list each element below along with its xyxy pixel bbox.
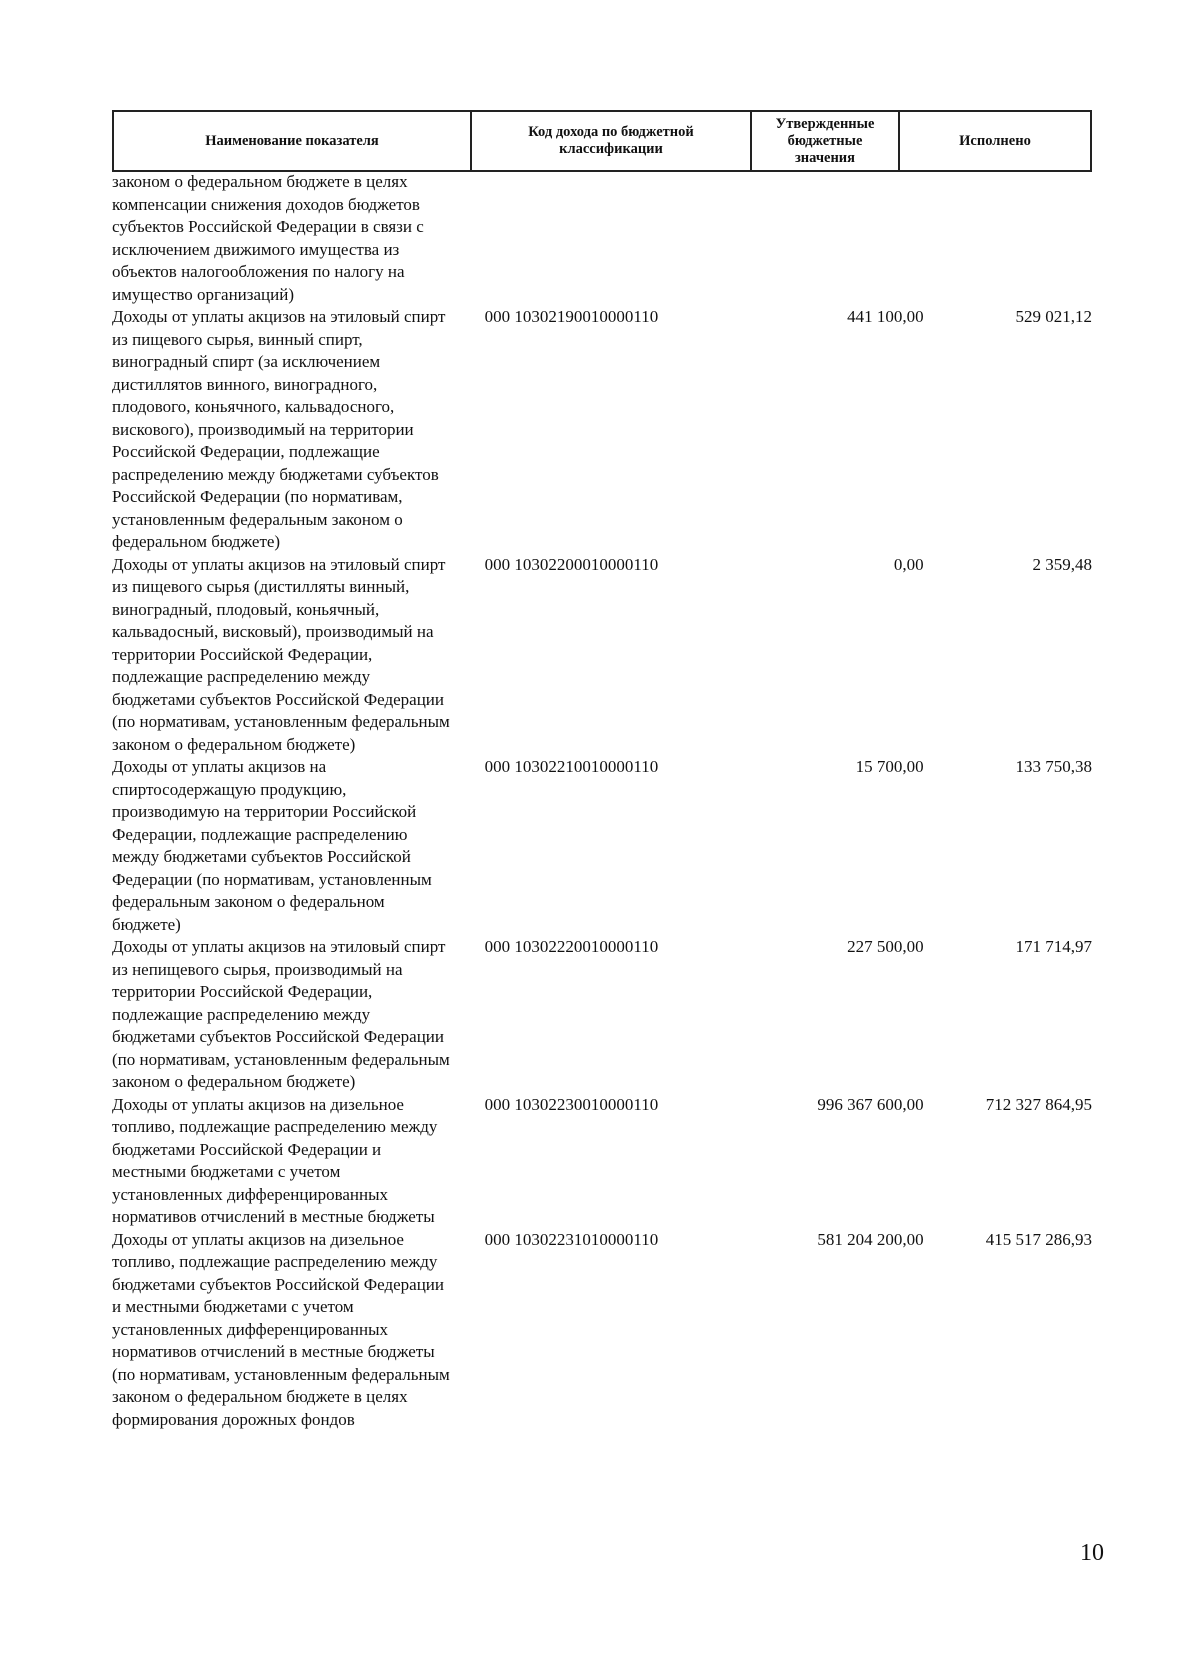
row-name: Доходы от уплаты акцизов на дизельное топливо, подлежащие распределению между бюджетами субъектов Российской Федерации и местными бюджетами с учетом установленных дифференцированных нормативов отчислений в местные бюджеты (по нормативам, установленным федеральным законом о федеральном бюджете в целях формирования дорожных фондов: [112, 1229, 450, 1429]
table-row: [112, 1094, 1092, 1229]
row-name: Доходы от уплаты акцизов на дизельное топливо, подлежащие распределению между бюджетами Российской Федерации и местными бюджетами с учетом установленных дифференцированных нормативов отчислений в местные бюджеты: [112, 1094, 438, 1226]
row-plan: 15 700,00: [855, 757, 924, 776]
row-name: Доходы от уплаты акцизов на спиртосодержащую продукцию, производимую на территории Российской Федерации, подлежащие распределению между бюджетами субъектов Российской Федерации (по нормативам, установленным федеральным законом о федеральном бюджете): [112, 757, 432, 934]
row-code: 000 10302190010000110: [484, 307, 659, 326]
header-plan: Утвержденные бюджетные значения: [752, 112, 900, 170]
row-exec: 171 714,97: [1015, 937, 1093, 956]
header-exec: Исполнено: [959, 132, 1031, 149]
row-exec: 415 517 286,93: [985, 1229, 1093, 1249]
row-code: 000 10302230010000110: [484, 1094, 659, 1114]
row-plan: [761, 171, 924, 306]
header-name: Наименование показателя: [114, 112, 472, 170]
row-name: Доходы от уплаты акцизов на этиловый спирт из пищевого сырья (дистилляты винный, виноградный, плодовый, коньячный, кальвадосный, висковый), производимый на территории Российской Федерации, подлежащие распределению между бюджетами субъектов Российской Федерации (по нормативам, установленным федеральным законом о федеральном бюджете): [112, 554, 450, 754]
row-code: 000 10302220010000110: [484, 937, 659, 956]
row-code: 000 10302231010000110: [484, 1229, 659, 1249]
row-name: законом о федеральном бюджете в целях компенсации снижения доходов бюджетов субъектов Российской Федерации в связи с исключением движимого имущества из объектов налогообложения по налогу на имущество организаций): [112, 172, 424, 304]
row-plan: 996 367 600,00: [817, 1094, 924, 1114]
row-plan: 581 204 200,00: [817, 1229, 924, 1249]
table-row: [112, 756, 1092, 936]
page-number: 10: [1080, 1540, 1104, 1566]
row-exec: 133 750,38: [1015, 757, 1093, 776]
row-name: Доходы от уплаты акцизов на этиловый спирт из непищевого сырья, производимый на территории Российской Федерации, подлежащие распределению между бюджетами субъектов Российской Федерации (по нормативам, установленным федеральным законом о федеральном бюджете): [112, 937, 450, 1091]
header-code: Код дохода по бюджетной классификации: [472, 112, 752, 170]
table-header: [112, 110, 1092, 172]
row-code: 000 10302210010000110: [484, 757, 659, 776]
row-name: Доходы от уплаты акцизов на этиловый спирт из пищевого сырья, винный спирт, виноградный спирт (за исключением дистиллятов винного, виноградного, плодового, коньячного, кальвадосного, вискового), производимый на территории Российской Федерации, подлежащие распределению между бюджетами субъектов Российской Федерации (по нормативам, установленным федеральным законом о федеральном бюджете): [112, 307, 446, 551]
table-row: [112, 306, 1092, 554]
table-row: [112, 171, 1092, 306]
row-exec: 529 021,12: [1015, 307, 1093, 326]
table-row: [112, 554, 1092, 757]
table-body: [112, 171, 1092, 1431]
row-exec: 712 327 864,95: [985, 1094, 1093, 1114]
row-plan: 0,00: [893, 554, 924, 574]
row-plan: 441 100,00: [847, 307, 924, 326]
row-exec: 2 359,48: [1032, 554, 1093, 574]
row-code: 000 10302200010000110: [484, 554, 659, 574]
table-row: [112, 936, 1092, 1094]
row-plan: 227 500,00: [847, 937, 924, 956]
row-exec: [924, 171, 1092, 306]
row-code: [93, 171, 761, 306]
table-row: [112, 1229, 1092, 1432]
